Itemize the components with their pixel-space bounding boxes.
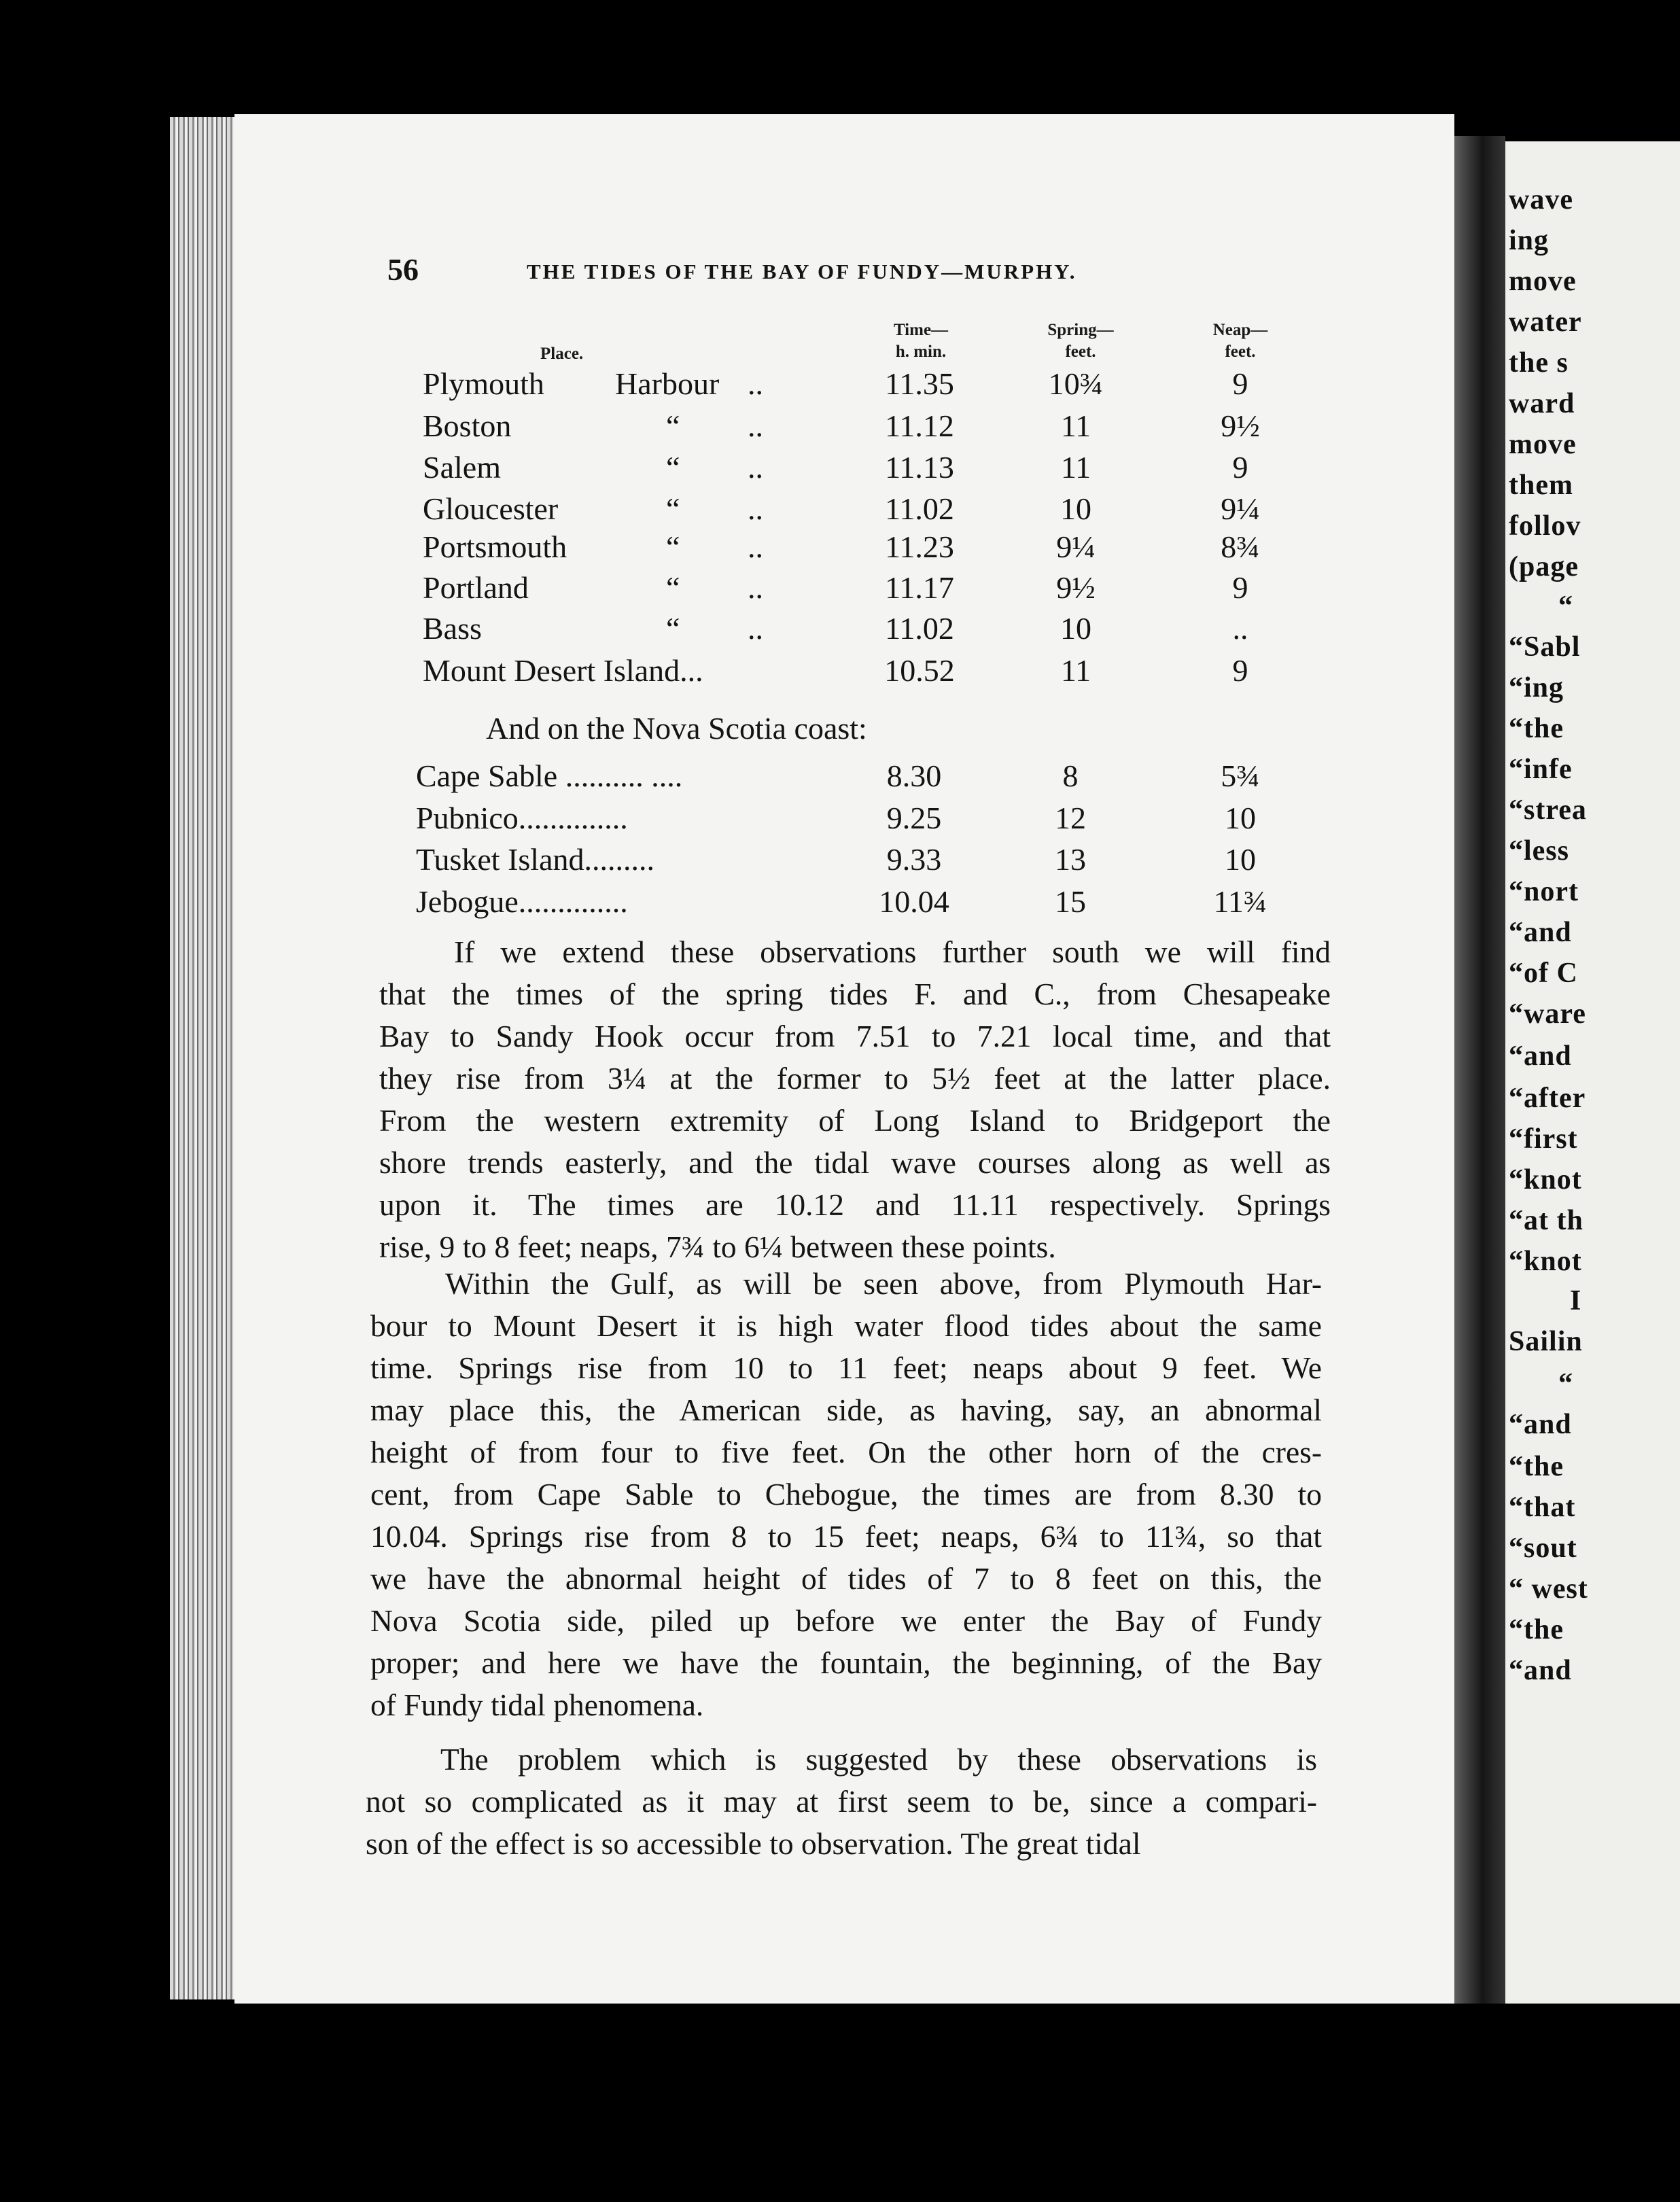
table-row-neap: 10	[1225, 842, 1256, 877]
table-row-ditto: “	[666, 491, 680, 526]
table-row-spring: 10	[1060, 491, 1091, 526]
running-head: THE TIDES OF THE BAY OF FUNDY—MURPHY.	[527, 260, 1077, 283]
header-spring: Spring— feet.	[1047, 321, 1114, 361]
table-row-time: 11.02	[885, 611, 954, 646]
text-line: we have the abnormal height of tides of 7 to 8 feet on this, the	[370, 1561, 1322, 1596]
table-row-time: 11.23	[885, 529, 954, 564]
facing-page-line: “ing	[1509, 672, 1564, 703]
text-line: From the western extremity of Long Island to Bridgeport the	[379, 1103, 1331, 1138]
facing-page-line: water	[1509, 307, 1582, 338]
table-row-leader: ..	[748, 408, 763, 443]
table-row-neap: 9	[1232, 653, 1248, 688]
paragraph	[370, 1263, 1322, 1726]
facing-page-line: “	[1558, 591, 1573, 622]
text-line: upon it. The times are 10.12 and 11.11 respectively. Springs	[379, 1187, 1331, 1222]
table-row-spring: 9½	[1056, 570, 1096, 605]
facing-page-line: “of C	[1509, 958, 1578, 989]
book-page-right	[1505, 141, 1680, 2004]
table-row-leader: ..	[748, 570, 763, 605]
facing-page-line: I	[1570, 1285, 1582, 1316]
header-time: Time— h. min.	[893, 321, 949, 361]
table-row-time: 11.13	[885, 450, 954, 485]
table-row-time: 10.04	[879, 884, 949, 919]
table-row-place: Tusket Island.........	[416, 842, 654, 877]
text-line: son of the effect is so accessible to observation. The great tidal	[366, 1826, 1141, 1861]
table-row-place: Mount Desert Island...	[423, 653, 703, 688]
text-line: proper; and here we have the fountain, the beginning, of the Bay	[370, 1645, 1322, 1680]
facing-page-line: the s	[1509, 347, 1569, 379]
facing-page-line: “knot	[1509, 1246, 1582, 1277]
facing-page-line: follov	[1509, 510, 1581, 542]
table-row-ditto: “	[666, 529, 680, 564]
facing-page-line: (page	[1509, 551, 1579, 582]
facing-page-line: move	[1509, 429, 1577, 460]
table-row-place: Jebogue..............	[416, 884, 628, 919]
facing-page-line: “ware	[1509, 998, 1586, 1030]
table-row-place: Pubnico..............	[416, 801, 628, 835]
facing-page-line: “infe	[1509, 754, 1573, 785]
text-line: bour to Mount Desert it is high water flood tides about the same	[370, 1308, 1322, 1343]
text-line: The problem which is suggested by these observations is	[440, 1742, 1317, 1777]
table-row-spring: 10	[1060, 611, 1091, 646]
text-line: cent, from Cape Sable to Chebogue, the times are from 8.30 to	[370, 1477, 1322, 1511]
header-place: Place.	[540, 345, 584, 363]
facing-page-line: “first	[1509, 1123, 1578, 1155]
facing-page-line: “at th	[1509, 1205, 1583, 1236]
table-row-spring: 11	[1060, 450, 1091, 485]
facing-page-line: “less	[1509, 835, 1569, 867]
facing-page-line: “and	[1509, 1409, 1572, 1440]
table-row-place: Cape Sable .......... ....	[416, 758, 683, 793]
table-row-place: Gloucester	[423, 491, 559, 526]
table-row-ditto: “	[666, 408, 680, 443]
table-row-spring: 11	[1060, 408, 1091, 443]
text-line: not so complicated as it may at first seem to be, since a compari-	[366, 1784, 1317, 1819]
table-row-leader: ..	[748, 491, 763, 526]
table-row-neap: ..	[1232, 611, 1248, 646]
text-line: Within the Gulf, as will be seen above, from Plymouth Har-	[445, 1266, 1322, 1301]
facing-page-line: move	[1509, 266, 1577, 297]
table-row-neap: 8¾	[1221, 529, 1260, 564]
facing-page-line: “knot	[1509, 1164, 1582, 1195]
text-line: 10.04. Springs rise from 8 to 15 feet; neaps, 6¾ to 11¾, so that	[370, 1519, 1322, 1554]
facing-page-line: “after	[1509, 1083, 1586, 1114]
table-row-spring: 13	[1055, 842, 1086, 877]
facing-page-line: “and	[1509, 1041, 1572, 1072]
header-neap: Neap— feet.	[1212, 321, 1268, 361]
table-row-place: Salem	[423, 450, 501, 485]
facing-page-line: “	[1558, 1368, 1573, 1399]
text-line: height of from four to five feet. On the other horn of the cres-	[370, 1435, 1322, 1469]
facing-page-line: “ west	[1509, 1573, 1588, 1605]
table-row-time: 11.12	[885, 408, 954, 443]
table-row-neap: 10	[1225, 801, 1256, 835]
table-row-time: 9.25	[886, 801, 942, 835]
text-line: shore trends easterly, and the tidal wave courses along as well as	[379, 1145, 1331, 1180]
facing-page-line: them	[1509, 470, 1573, 501]
facing-page-line: “and	[1509, 917, 1572, 948]
table-row-neap: 9	[1232, 450, 1248, 485]
text-line: Nova Scotia side, piled up before we enter the Bay of Fundy	[370, 1603, 1322, 1638]
table-row-neap: 9½	[1221, 408, 1260, 443]
paragraph	[366, 1738, 1317, 1865]
table-row-time: 11.02	[885, 491, 954, 526]
table-row-time: 8.30	[886, 758, 942, 793]
table-row-neap: 9¼	[1221, 491, 1260, 526]
table-row-spring: 9¼	[1056, 529, 1096, 564]
text-line: rise, 9 to 8 feet; neaps, 7¾ to 6¼ between these points.	[379, 1229, 1056, 1264]
table-row-spring: 10¾	[1048, 366, 1104, 401]
facing-page-line: “the	[1509, 713, 1564, 744]
table-row-time: 9.33	[886, 842, 942, 877]
table-row-neap: 11¾	[1213, 884, 1267, 919]
text-line: Bay to Sandy Hook occur from 7.51 to 7.21 local time, and that	[379, 1019, 1331, 1053]
table-row-spring: 11	[1060, 653, 1091, 688]
facing-page-line: wave	[1509, 184, 1573, 215]
table-row-neap: 9	[1232, 570, 1248, 605]
text-line: time. Springs rise from 10 to 11 feet; neaps about 9 feet. We	[370, 1350, 1322, 1385]
table-row-leader: ..	[748, 611, 763, 646]
table-row-ditto: “	[666, 570, 680, 605]
facing-page-line: “and	[1509, 1655, 1572, 1686]
table-row-place: Portsmouth	[423, 529, 567, 564]
page-number: 56	[387, 252, 419, 287]
table-row-time: 11.17	[885, 570, 954, 605]
facing-page-line: ward	[1509, 388, 1575, 419]
table-row-ditto: “	[666, 450, 680, 485]
facing-page-line: “that	[1509, 1492, 1576, 1523]
text-line: If we extend these observations further south we will find	[454, 934, 1331, 969]
table-row-neap: 9	[1232, 366, 1248, 401]
book-gutter	[1454, 136, 1505, 2004]
table-row-place: Plymouth	[423, 366, 544, 401]
table-row-place: Portland	[423, 570, 529, 605]
table-row-spring: 8	[1062, 758, 1079, 793]
table-row-time: 10.52	[884, 653, 955, 688]
table-row-leader: ..	[748, 450, 763, 485]
table-row-place: Bass	[423, 611, 482, 646]
table-row-ditto: Harbour	[615, 366, 720, 401]
facing-page-line: “nort	[1509, 876, 1579, 907]
text-line: may place this, the American side, as having, say, an abnormal	[370, 1393, 1322, 1427]
nova-scotia-heading: And on the Nova Scotia coast:	[486, 711, 867, 746]
table-row-leader: ..	[748, 529, 763, 564]
facing-page-line: “the	[1509, 1451, 1564, 1482]
table-row-leader: ..	[748, 366, 763, 401]
text-line: they rise from 3¼ at the former to 5½ feet at the latter place.	[379, 1061, 1331, 1096]
paragraph	[379, 931, 1331, 1268]
facing-page-line: ing	[1509, 225, 1550, 256]
facing-page-line: “strea	[1509, 794, 1587, 826]
text-line: that the times of the spring tides F. and C., from Chesapeake	[379, 977, 1331, 1011]
table-row-place: Boston	[423, 408, 512, 443]
table-row-neap: 5¾	[1221, 758, 1260, 793]
table-row-time: 11.35	[885, 366, 954, 401]
facing-page-line: “the	[1509, 1614, 1564, 1645]
table-row-ditto: “	[666, 611, 680, 646]
facing-page-line: “sout	[1509, 1533, 1577, 1564]
facing-page-line: “Sabl	[1509, 631, 1581, 663]
facing-page-line: Sailin	[1509, 1326, 1583, 1357]
table-row-spring: 15	[1055, 884, 1086, 919]
text-line: of Fundy tidal phenomena.	[370, 1688, 704, 1722]
table-row-spring: 12	[1055, 801, 1086, 835]
